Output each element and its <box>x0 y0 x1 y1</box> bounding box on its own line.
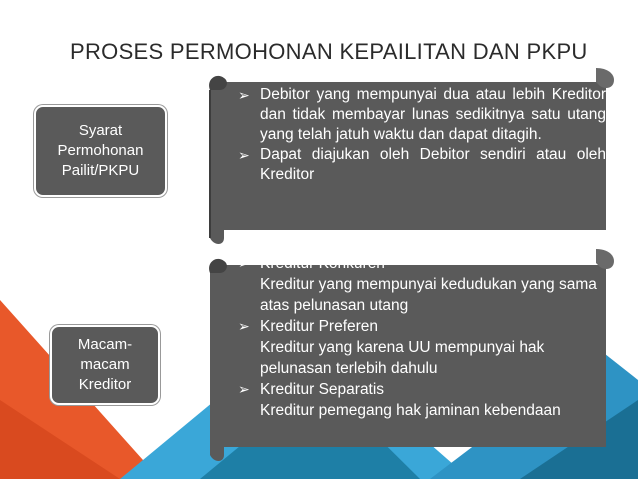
bullet-arrow-icon: ➢ <box>238 147 250 163</box>
bullet-text: Dapat diajukan oleh Debitor sendiri atau oleh Kreditor <box>260 146 606 183</box>
scroll-content-2 <box>238 253 606 421</box>
label-line: Macam- <box>77 336 133 353</box>
item-heading: Kreditur Preferen <box>260 318 379 335</box>
label-line: Kreditor <box>78 376 132 393</box>
list-item <box>238 253 606 316</box>
scroll-content-1 <box>238 85 606 185</box>
list-item <box>238 379 606 421</box>
list-item <box>238 316 606 379</box>
item-heading: Kreditur Konkuren <box>260 255 385 272</box>
bullet-arrow-icon: ➢ <box>238 255 250 271</box>
scroll-viewport-2 <box>232 255 612 455</box>
item-description: Kreditur yang mempunyai kedudukan yang sama atas pelunasan utang <box>260 276 597 314</box>
item-heading: Kreditur Separatis <box>260 381 385 398</box>
bullet-arrow-icon: ➢ <box>238 381 250 397</box>
bullet-arrow-icon: ➢ <box>238 318 250 334</box>
item-description: Kreditur yang karena UU mempunyai hak pelunasan terlebih dahulu <box>260 339 545 377</box>
label-box-macam <box>50 325 160 405</box>
list-item <box>238 85 606 145</box>
label-line: Pailit/PKPU <box>61 162 140 179</box>
label-line: Syarat <box>78 122 123 139</box>
bullet-text: Debitor yang mempunyai dua atau lebih Kreditor dan tidak membayar lunas sedikitnya satu utang yang telah jatuh waktu dan dapat ditagih. <box>260 86 606 143</box>
label-line: macam <box>80 356 130 373</box>
list-item <box>238 145 606 185</box>
label-line: Permohonan <box>57 142 144 159</box>
item-description: Kreditur pemegang hak jaminan kebendaan <box>260 402 561 419</box>
bullet-arrow-icon: ➢ <box>238 87 250 103</box>
page-title: PROSES PERMOHONAN KEPAILITAN DAN PKPU <box>70 38 588 64</box>
label-box-syarat <box>34 105 167 197</box>
